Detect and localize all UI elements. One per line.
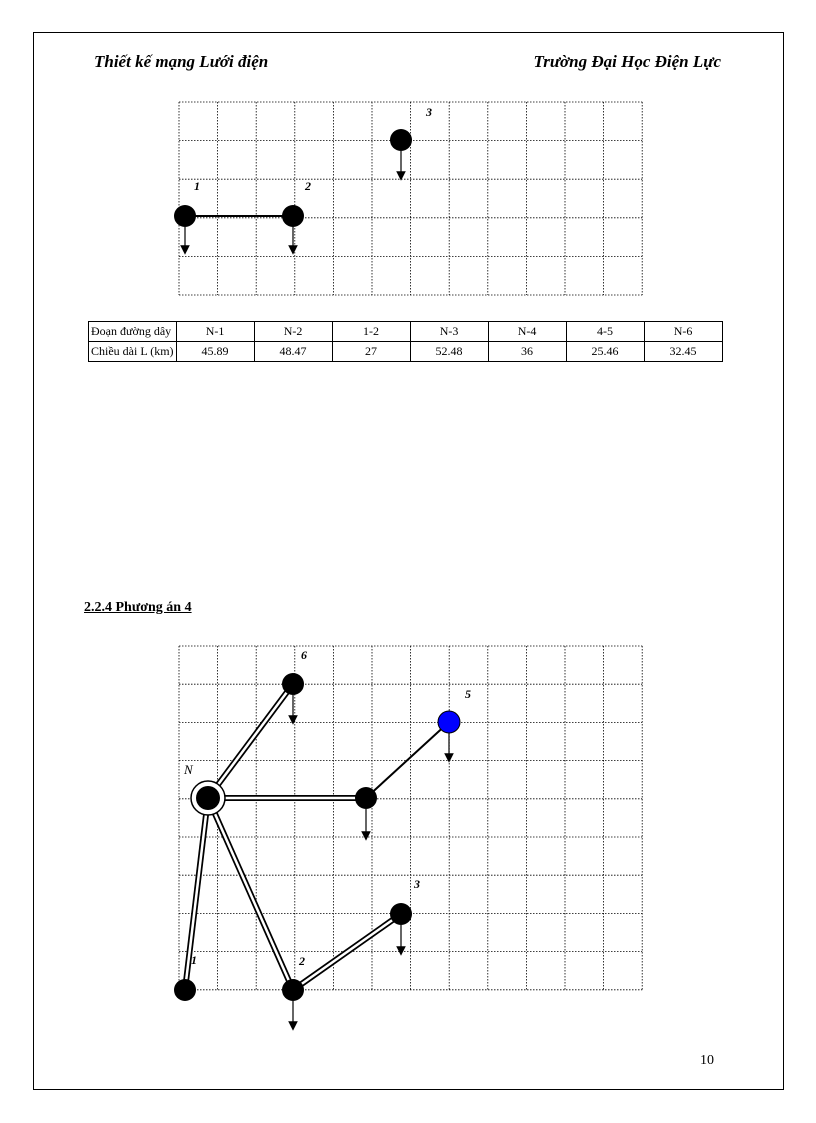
network-diagram-option-4 [160,640,650,1040]
node-1 [174,979,196,1001]
node-label-1: 1 [194,179,200,193]
node-1 [174,205,196,250]
source-node-N [191,781,225,815]
table-cell: 27 [332,342,410,362]
node-5 [438,711,460,758]
table-cell: N-6 [644,322,722,342]
table-cell: 25.46 [566,342,644,362]
table-cell: N-1 [176,322,254,342]
node-label-3: 3 [426,105,432,119]
node-label-2: 2 [299,954,305,968]
section-title: 2.2.4 Phương án 4 [84,600,192,615]
table-cell: 4-5 [566,322,644,342]
table-cell: 1-2 [332,322,410,342]
table-cell: 32.45 [644,342,722,362]
header-left-title: Thiết kế mạng Lưới điện [94,52,269,71]
table-cell: 52.48 [410,342,488,362]
grid [179,102,642,295]
header-right-title: Trường Đại Học Điện Lực [533,52,721,71]
table-cell: N-3 [410,322,488,342]
line-length-table [88,321,723,362]
network-diagram-top [160,98,650,303]
node-label-3: 3 [414,877,420,891]
double-line-N-6 [208,684,293,798]
table-cell: 48.47 [254,342,332,362]
line-4-5 [366,722,449,798]
table-row [89,342,723,362]
node-4 [355,787,377,836]
table-cell: N-4 [488,322,566,342]
page-number: 10 [700,1053,714,1068]
node-label-2: 2 [305,179,311,193]
node-3 [390,903,412,951]
table-cell: 36 [488,342,566,362]
node-2 [282,205,304,250]
node-label-1: 1 [191,953,197,967]
row-label-length: Chiều dài L (km) [89,342,177,362]
node-label-5: 5 [465,687,471,701]
node-3 [390,129,412,176]
table-row [89,322,723,342]
grid [179,646,642,990]
double-line-N-2 [208,798,293,990]
node-label-6: 6 [301,648,307,662]
node-label-N: N [184,762,193,777]
table-cell: N-2 [254,322,332,342]
row-label-segment: Đoạn đường dây [89,322,177,342]
node-2 [282,979,304,1026]
table-cell: 45.89 [176,342,254,362]
